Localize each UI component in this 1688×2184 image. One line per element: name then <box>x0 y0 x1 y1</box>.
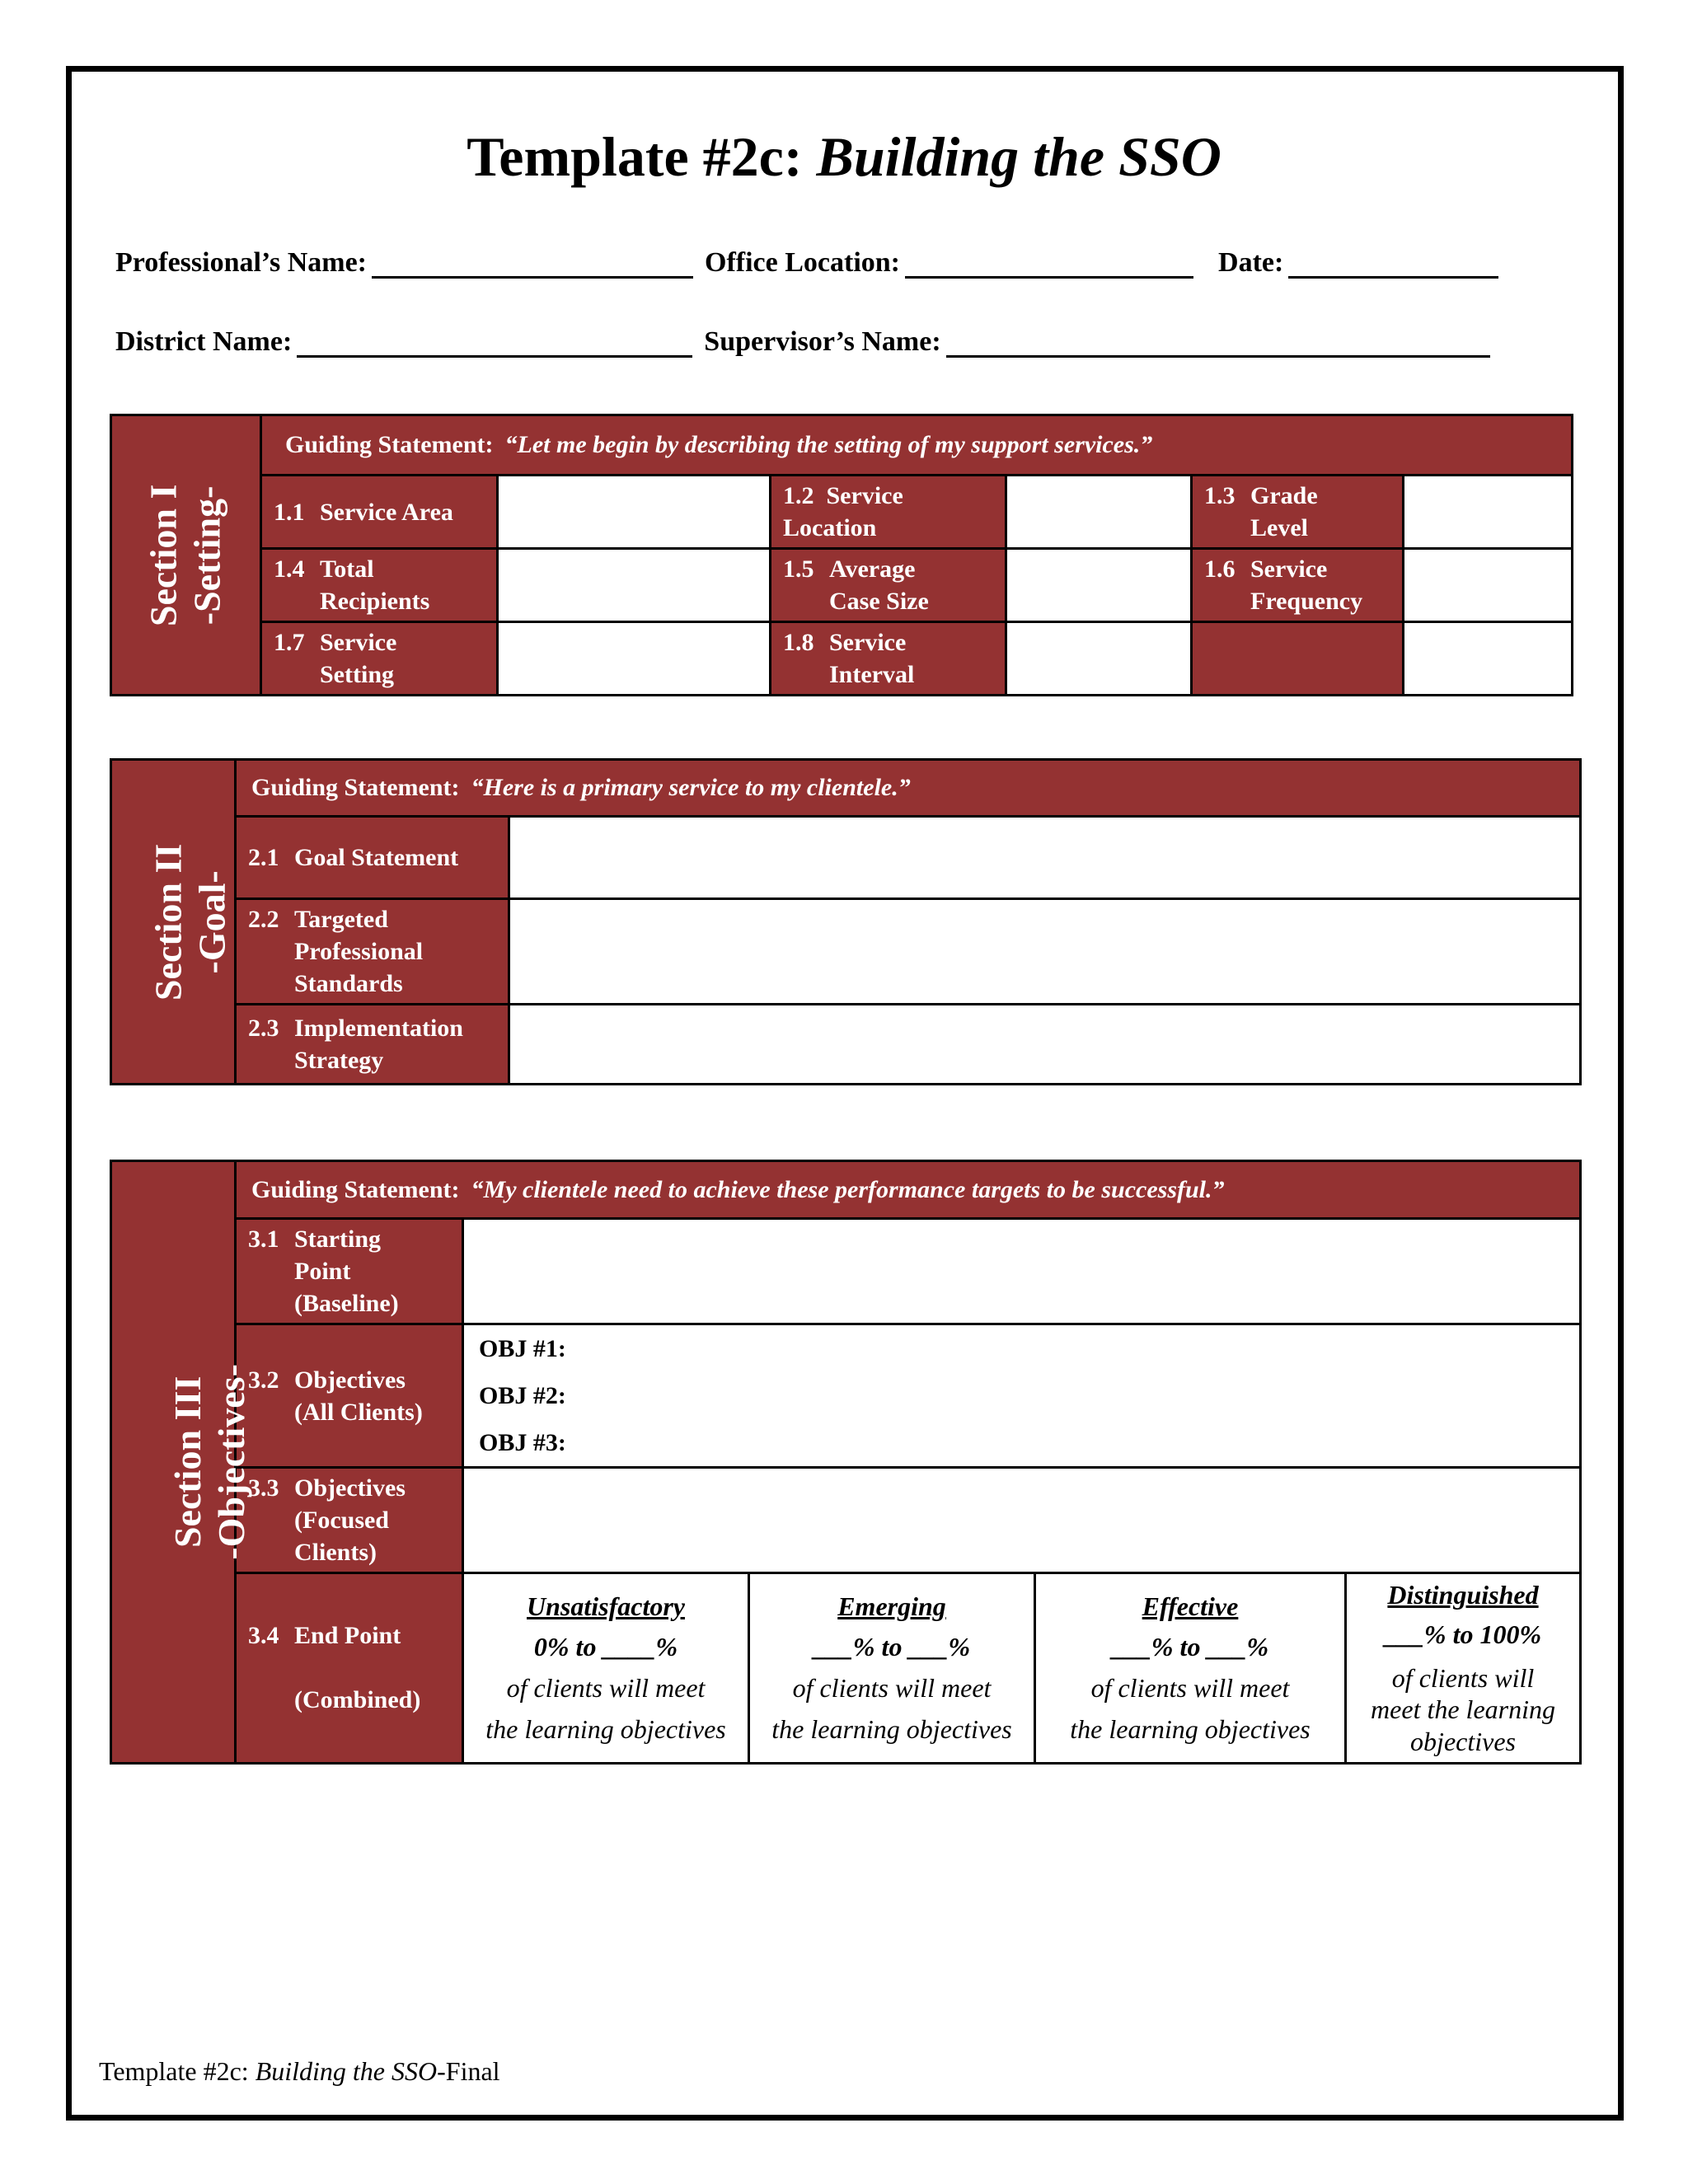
date-field[interactable] <box>1288 248 1498 279</box>
objective-1: OBJ #1: <box>479 1335 566 1362</box>
input-targeted-standards[interactable] <box>509 899 1581 1005</box>
district-name-label: District Name: <box>115 326 293 357</box>
professional-name-label: Professional’s Name: <box>115 247 368 278</box>
section-1-subtitle: -Setting- <box>185 485 228 625</box>
date-label: Date: <box>1218 247 1284 278</box>
supervisor-name-field[interactable] <box>946 327 1490 358</box>
label-1-5: 1.5 Average Case Size <box>771 549 1006 622</box>
supervisor-name-label: Supervisor’s Name: <box>704 326 941 357</box>
input-service-frequency[interactable] <box>1404 549 1573 622</box>
section-3-title: Section III <box>166 1376 209 1549</box>
label-1-6: 1.6 Service Frequency <box>1192 549 1404 622</box>
section-3-table <box>110 1160 1582 1765</box>
office-location-field[interactable] <box>905 248 1193 279</box>
footer: Template #2c: Building the SSO-Final <box>99 2056 500 2086</box>
section-1-guiding-statement <box>261 415 1573 476</box>
section-1-side-label <box>111 415 261 696</box>
input-service-interval[interactable] <box>1006 622 1192 696</box>
label-1-2: 1.2 Service Location <box>771 476 1006 549</box>
professional-name-field[interactable] <box>372 248 693 279</box>
guiding-statement-label: Guiding Statement: <box>251 774 460 801</box>
objective-3: OBJ #3: <box>479 1429 566 1456</box>
label-2-1: 2.1 Goal Statement <box>236 817 509 899</box>
guiding-statement-quote: “My clientele need to achieve these performance targets to be successful.” <box>471 1175 1225 1203</box>
level-effective: Effective ___% to ___% of clients will meet the learning objectives <box>1035 1573 1346 1764</box>
section-1-title: Section I <box>142 484 185 626</box>
label-3-3: 3.3 Objectives (Focused Clients) <box>236 1468 463 1573</box>
section-2-side-label <box>111 760 236 1085</box>
section-2-table <box>110 758 1582 1085</box>
input-total-recipients[interactable] <box>498 549 771 622</box>
input-empty[interactable] <box>1404 622 1573 696</box>
guiding-statement-label: Guiding Statement: <box>251 1175 460 1203</box>
empty-label-cell <box>1192 622 1404 696</box>
page-title <box>0 124 1688 191</box>
label-3-4: 3.4 End Point (Combined) <box>236 1573 463 1764</box>
section-2-title: Section II <box>147 843 190 1001</box>
label-1-8: 1.8 Service Interval <box>771 622 1006 696</box>
section-3-subtitle: -Objectives- <box>209 1364 252 1560</box>
input-goal-statement[interactable] <box>509 817 1581 899</box>
district-name-field[interactable] <box>297 327 692 358</box>
office-location-label: Office Location: <box>705 247 901 278</box>
input-grade-level[interactable] <box>1404 476 1573 549</box>
input-starting-point[interactable] <box>463 1219 1581 1324</box>
input-implementation-strategy[interactable] <box>509 1005 1581 1085</box>
level-emerging: Emerging ___% to ___% of clients will meet the learning objectives <box>749 1573 1035 1764</box>
section-3-guiding-statement <box>236 1161 1581 1219</box>
title-prefix: Template #2c: <box>467 125 803 188</box>
title-emphasis: Building the SSO <box>816 125 1221 188</box>
guiding-statement-label: Guiding Statement: <box>285 431 494 458</box>
page-border <box>66 66 1624 2121</box>
label-3-2: 3.2 Objectives (All Clients) <box>236 1324 463 1468</box>
guiding-statement-quote: “Let me begin by describing the setting of my support services.” <box>504 431 1153 458</box>
guiding-statement-quote: “Here is a primary service to my clientele.” <box>471 774 911 801</box>
objectives-cell[interactable] <box>463 1324 1581 1468</box>
section-3-side-label <box>111 1161 252 1764</box>
level-unsatisfactory: Unsatisfactory 0% to ____% of clients will meet the learning objectives <box>463 1573 749 1764</box>
label-1-7: 1.7 Service Setting <box>261 622 498 696</box>
header-row-2 <box>115 326 1502 358</box>
label-2-2: 2.2 Targeted Professional Standards <box>236 899 509 1005</box>
header-row-1 <box>115 247 1510 279</box>
section-2-guiding-statement <box>236 760 1581 817</box>
label-1-4: 1.4 Total Recipients <box>261 549 498 622</box>
objective-2: OBJ #2: <box>479 1382 566 1409</box>
label-3-1: 3.1 Starting Point (Baseline) <box>236 1219 463 1324</box>
label-2-3: 2.3 Implementation Strategy <box>236 1005 509 1085</box>
input-average-case-size[interactable] <box>1006 549 1192 622</box>
input-service-location[interactable] <box>1006 476 1192 549</box>
section-2-subtitle: -Goal- <box>190 869 233 974</box>
input-focused-objectives[interactable] <box>463 1468 1581 1573</box>
label-1-3: 1.3 Grade Level <box>1192 476 1404 549</box>
input-service-area[interactable] <box>498 476 771 549</box>
level-distinguished: Distinguished ___% to 100% of clients will meet the learning objectives <box>1346 1573 1581 1764</box>
label-1-1: 1.1 Service Area <box>261 476 498 549</box>
section-1-table <box>110 414 1573 696</box>
input-service-setting[interactable] <box>498 622 771 696</box>
